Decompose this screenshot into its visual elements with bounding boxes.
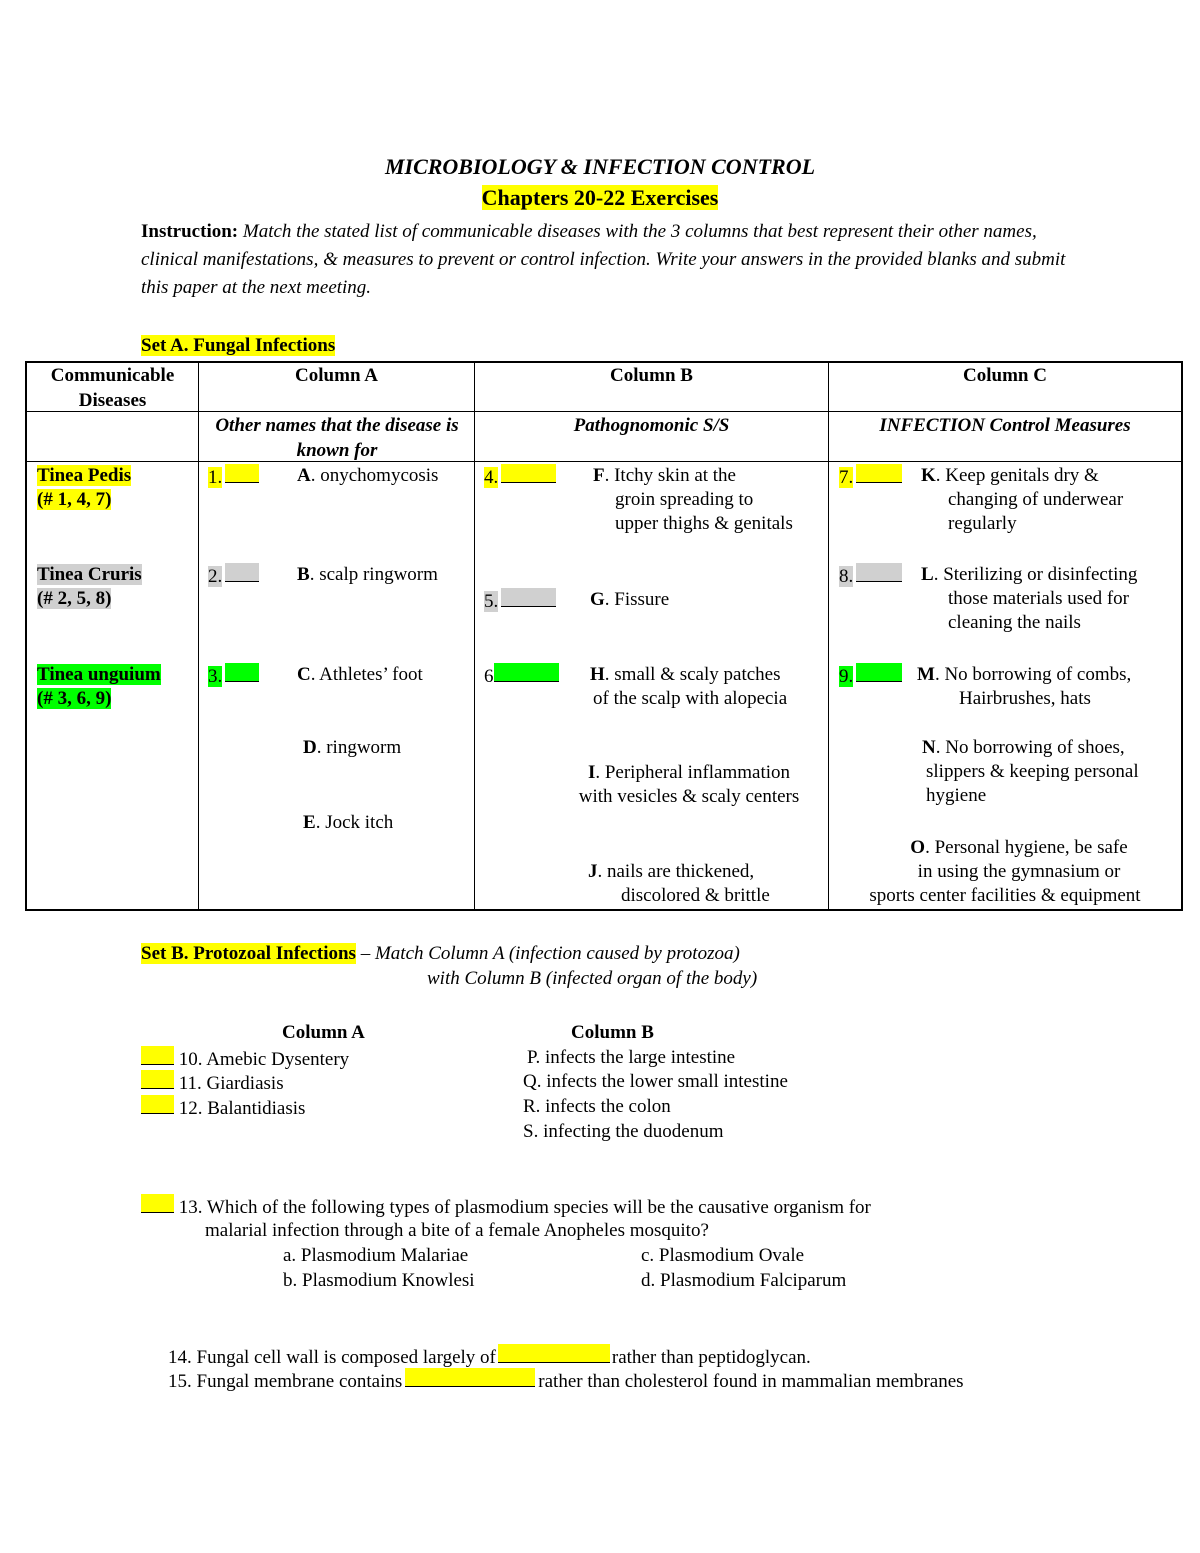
option-letter: I	[587, 762, 596, 783]
question-text: rather than peptidoglycan.	[611, 1347, 811, 1368]
answer-blank-12[interactable]	[141, 1095, 174, 1114]
question-13	[141, 1194, 871, 1220]
table-divider-1	[198, 361, 199, 911]
answer-blank-14[interactable]	[498, 1344, 610, 1363]
option-text: with vesicles & scaly centers	[578, 786, 800, 807]
question-14	[168, 1344, 811, 1370]
blank-line[interactable]	[501, 588, 556, 607]
set-b-item-10	[141, 1046, 349, 1072]
option-text: of the scalp with alopecia	[593, 688, 788, 709]
option-text: upper thighs & genitals	[615, 513, 793, 534]
blank-line[interactable]	[501, 464, 556, 483]
disease-name: Tinea Cruris	[37, 564, 142, 585]
option-letter: K	[921, 465, 936, 486]
table-border-left	[25, 361, 27, 911]
blank-number: 4.	[484, 467, 499, 488]
choice-a: a. Plasmodium Malariae	[283, 1245, 469, 1266]
header-column-b: Column B	[610, 365, 693, 386]
blank-number: 1.	[208, 467, 223, 488]
option-o	[830, 836, 1180, 908]
instruction-text: Match the stated list of communicable diseases with the 3 columns that best represent their other names, clinical manifestations, & measures to prevent or control infection. Write your answers in the provided blanks and submit this paper at the next meeting.	[141, 221, 1066, 298]
subheader-column-c: INFECTION Control Measures	[879, 415, 1131, 436]
subheader-column-b: Pathognomonic S/S	[573, 415, 730, 436]
option-letter: J	[588, 861, 598, 882]
answer-blank-5[interactable]	[484, 588, 556, 614]
option-letter: H	[590, 664, 605, 685]
answer-blank-2[interactable]	[208, 563, 259, 589]
instruction-paragraph	[141, 218, 1071, 302]
option-text: discolored & brittle	[621, 885, 770, 906]
answer-blank-3[interactable]	[208, 663, 259, 689]
item-text: 12. Balantidiasis	[178, 1098, 306, 1119]
option-text: . No borrowing of shoes,	[935, 737, 1125, 758]
option-text: . Personal hygiene, be safe	[925, 837, 1128, 858]
set-a-title-text: Set A. Fungal Infections	[141, 335, 336, 356]
blank-number: 6	[484, 666, 494, 687]
disease-tinea-cruris	[37, 563, 142, 611]
blank-line[interactable]	[856, 663, 902, 682]
set-b-item-11	[141, 1070, 284, 1096]
set-b-item-12	[141, 1095, 305, 1121]
set-b-title: Set B. Protozoal Infections	[141, 943, 356, 964]
disease-numbers: (# 2, 5, 8)	[37, 588, 112, 609]
answer-blank-9[interactable]	[839, 663, 902, 689]
option-text: . scalp ringworm	[309, 564, 438, 585]
option-text: groin spreading to	[615, 489, 754, 510]
option-text: cleaning the nails	[948, 612, 1081, 633]
set-a-title	[141, 334, 335, 358]
question-text: 15. Fungal membrane contains	[168, 1371, 403, 1392]
blank-number: 2.	[208, 566, 223, 587]
option-text: slippers & keeping personal	[926, 761, 1139, 782]
answer-blank-1[interactable]	[208, 464, 259, 490]
question-text: 14. Fungal cell wall is composed largely of	[168, 1347, 496, 1368]
option-j	[588, 860, 770, 908]
set-b-column-b-header: Column B	[571, 1022, 654, 1043]
option-letter: F	[593, 465, 605, 486]
answer-blank-10[interactable]	[141, 1046, 174, 1065]
table-divider-2	[474, 361, 475, 911]
option-letter: M	[917, 664, 935, 685]
choice-b: b. Plasmodium Knowlesi	[283, 1270, 475, 1291]
disease-numbers: (# 1, 4, 7)	[37, 489, 112, 510]
choice-c: c. Plasmodium Ovale	[641, 1245, 805, 1266]
option-k	[921, 464, 1123, 536]
blank-number: 7.	[839, 467, 854, 488]
item-text: 10. Amebic Dysentery	[178, 1049, 350, 1070]
option-letter: C	[297, 664, 311, 685]
set-b-option-p: P. infects the large intestine	[527, 1047, 736, 1068]
option-letter: A	[297, 465, 311, 486]
option-m	[917, 663, 1131, 711]
disease-name: Tinea unguium	[37, 664, 161, 685]
option-text: . Keep genitals dry &	[935, 465, 1099, 486]
option-text: sports center facilities & equipment	[869, 885, 1141, 906]
document-title: MICROBIOLOGY & INFECTION CONTROL	[384, 154, 816, 179]
option-n	[922, 736, 1139, 808]
option-text: . Itchy skin at the	[604, 465, 736, 486]
option-text: . nails are thickened,	[597, 861, 755, 882]
set-b-column-a-header: Column A	[282, 1022, 365, 1043]
header-column-c: Column C	[963, 365, 1047, 386]
disease-tinea-unguium	[37, 663, 161, 711]
answer-blank-11[interactable]	[141, 1070, 174, 1089]
option-text: . No borrowing of combs,	[934, 664, 1132, 685]
disease-numbers: (# 3, 6, 9)	[37, 688, 112, 709]
option-text: regularly	[948, 513, 1017, 534]
option-text: changing of underwear	[948, 489, 1124, 510]
item-text: 11. Giardiasis	[178, 1073, 284, 1094]
question-text: rather than cholesterol found in mammalian membranes	[538, 1371, 964, 1392]
set-b-description-line2: with Column B (infected organ of the body)	[427, 968, 758, 989]
option-f	[593, 464, 793, 536]
option-text: . Jock itch	[315, 812, 394, 833]
option-text: . onychomycosis	[310, 465, 439, 486]
answer-blank-6[interactable]	[484, 663, 559, 689]
set-b-heading	[141, 942, 740, 966]
answer-blank-15[interactable]	[405, 1368, 535, 1387]
set-b-dash: –	[355, 943, 375, 964]
answer-blank-13[interactable]	[141, 1194, 174, 1213]
blank-number: 5.	[484, 591, 499, 612]
option-text: in using the gymnasium or	[917, 861, 1121, 882]
option-text: hygiene	[926, 785, 987, 806]
set-b-description: Match Column A (infection caused by protozoa)	[374, 943, 740, 964]
option-d	[303, 736, 401, 760]
question-text: 13. Which of the following types of plasmodium species will be the causative organism for	[178, 1197, 871, 1218]
option-text: those materials used for	[948, 588, 1129, 609]
option-letter: G	[590, 589, 605, 610]
blank-line[interactable]	[494, 663, 559, 682]
blank-number: 8.	[839, 566, 854, 587]
option-l	[921, 563, 1137, 635]
option-i	[560, 761, 818, 809]
header-column-a: Column A	[295, 365, 378, 386]
blank-line[interactable]	[225, 464, 259, 483]
set-b-option-s: S. infecting the duodenum	[523, 1121, 724, 1142]
option-h	[590, 663, 787, 711]
choice-d: d. Plasmodium Falciparum	[641, 1270, 847, 1291]
option-letter: E	[303, 812, 316, 833]
answer-blank-8[interactable]	[839, 563, 902, 589]
disease-name: Tinea Pedis	[37, 465, 132, 486]
table-border-right	[1181, 361, 1183, 911]
set-b-option-r: R. infects the colon	[523, 1096, 671, 1117]
option-letter: O	[910, 837, 926, 858]
answer-blank-4[interactable]	[484, 464, 556, 490]
option-letter: N	[922, 737, 936, 758]
option-text: Hairbrushes, hats	[959, 688, 1091, 709]
blank-line[interactable]	[856, 464, 902, 483]
header-communicable-diseases: Communicable Diseases	[50, 365, 175, 411]
option-letter: D	[303, 737, 317, 758]
subtitle-text: Chapters 20-22 Exercises	[481, 185, 719, 210]
question-13-line2: malarial infection through a bite of a female Anopheles mosquito?	[205, 1220, 709, 1241]
subheader-column-a: Other names that the disease is known for	[215, 415, 459, 461]
option-c	[297, 663, 423, 687]
instruction-label: Instruction:	[141, 221, 239, 242]
option-text: . ringworm	[316, 737, 402, 758]
option-text: . small & scaly patches	[604, 664, 781, 685]
disease-tinea-pedis	[37, 464, 131, 512]
blank-line[interactable]	[225, 563, 259, 582]
option-b	[297, 563, 438, 587]
option-letter: B	[297, 564, 310, 585]
document-subtitle	[0, 186, 1200, 210]
option-text: . Sterilizing or disinfecting	[933, 564, 1138, 585]
table-row-line-1	[25, 411, 1183, 412]
option-text: . Peripheral inflammation	[595, 762, 791, 783]
blank-number: 3.	[208, 666, 223, 687]
option-a	[297, 464, 438, 488]
answer-blank-7[interactable]	[839, 464, 902, 490]
blank-line[interactable]	[856, 563, 902, 582]
blank-line[interactable]	[225, 663, 259, 682]
option-text: . Fissure	[604, 589, 670, 610]
table-divider-3	[828, 361, 829, 911]
option-text: . Athletes’ foot	[310, 664, 423, 685]
table-row-line-2	[25, 461, 1183, 462]
question-15	[168, 1368, 964, 1394]
blank-number: 9.	[839, 666, 854, 687]
option-g	[590, 588, 669, 612]
set-b-option-q: Q. infects the lower small intestine	[523, 1071, 788, 1092]
option-letter: L	[921, 564, 934, 585]
option-e	[303, 811, 393, 835]
